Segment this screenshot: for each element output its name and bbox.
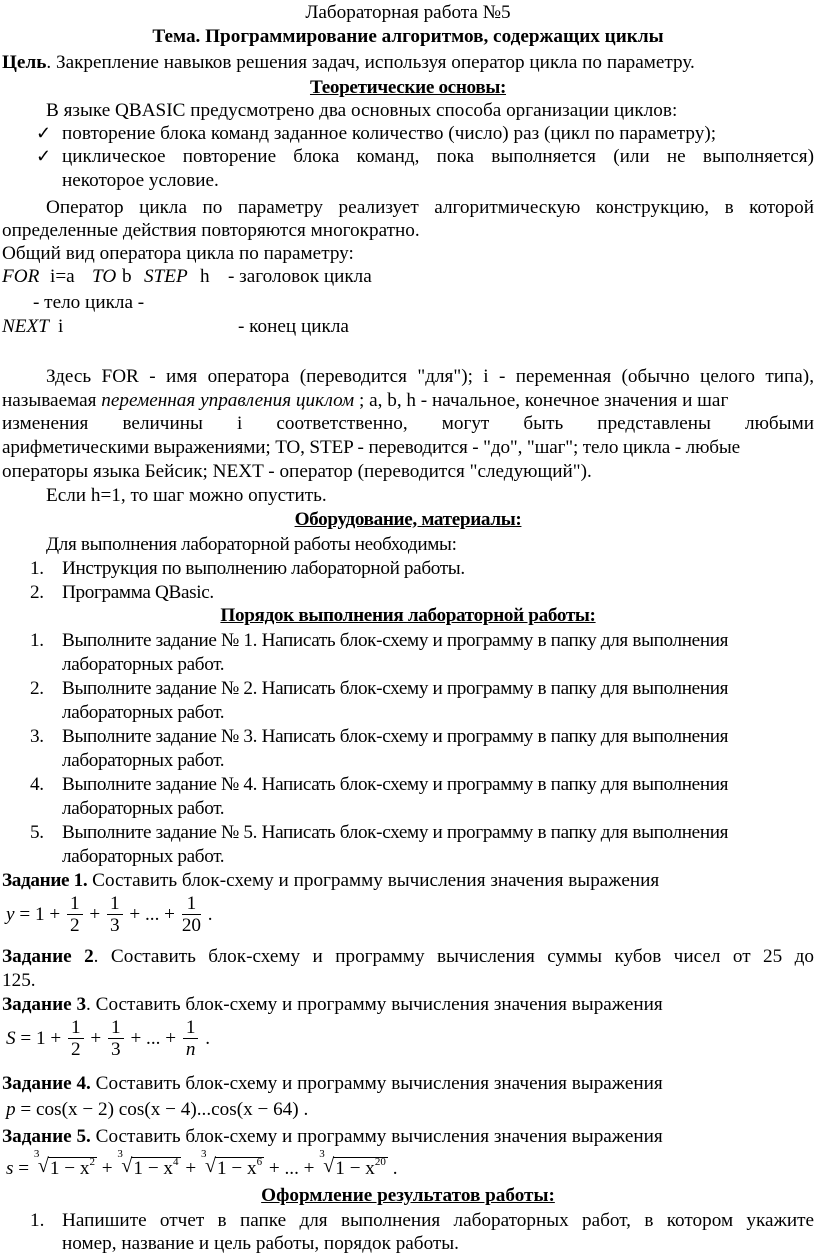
theory-para1-line1: Оператор цикла по параметру реализует алгоритмическую конструкцию, в которой <box>46 197 814 218</box>
formula-op: = 1 + <box>19 903 61 925</box>
formula-var: S <box>6 1027 16 1049</box>
task-text: Составить блок-схему и программу вычисления значения выражения <box>90 1126 663 1147</box>
code-next-var: i <box>58 316 64 337</box>
procedure-item-2-cont: лабораторных работ. <box>62 702 225 723</box>
task-label: Задание 3 <box>2 994 87 1015</box>
exponent: 4 <box>173 1156 179 1168</box>
para2-text-a: называемая <box>2 390 102 411</box>
para2-italic-term: переменная управления циклом <box>101 390 355 411</box>
para2-text-b: ; a, b, h - начальное, конечное значения и шаг <box>354 390 729 411</box>
general-form-label: Общий вид оператора цикла по параметру: <box>2 243 354 264</box>
formula-end: . <box>205 1027 211 1049</box>
list-number: 2. <box>30 582 44 603</box>
formula-op: + <box>89 903 101 925</box>
fraction <box>68 1018 84 1061</box>
task-1 <box>2 870 816 892</box>
results-item-1-cont: номер, название и цель работы, порядок работы. <box>62 1233 459 1254</box>
procedure-item-text: Выполните задание № 1. Написать блок-схему и программу в папку для выполнения <box>62 630 729 651</box>
formula-5 <box>6 1148 398 1180</box>
bullet-text: циклическое повторение блока команд, пока выполняется (или не выполняется) <box>62 146 814 167</box>
numerator: 1 <box>183 1018 199 1039</box>
task-label: Задание 5. <box>2 1126 91 1147</box>
equipment-heading: Оборудование, материалы: <box>294 509 522 530</box>
list-number: 1. <box>30 630 44 651</box>
radicand-text: 1 − x <box>49 1158 90 1179</box>
fraction <box>108 1018 124 1061</box>
code-for-var: i=a <box>50 266 75 287</box>
formula-1 <box>6 894 213 937</box>
radicand <box>215 1157 264 1179</box>
fraction <box>107 894 123 937</box>
task-label: Задание 4. <box>2 1073 91 1094</box>
cube-root <box>33 1148 97 1180</box>
root-index: 3 <box>200 1148 207 1160</box>
procedure-item-text: Выполните задание № 5. Написать блок-схему и программу в папку для выполнения <box>62 822 729 843</box>
procedure-item-text: Выполните задание № 4. Написать блок-схему и программу в папку для выполнения <box>62 774 729 795</box>
code-next-keyword: NEXT <box>2 316 49 337</box>
goal-label: Цель <box>2 52 47 73</box>
procedure-item-text: Выполните задание № 3. Написать блок-схему и программу в папку для выполнения <box>62 726 729 747</box>
list-number: 1. <box>30 1210 45 1231</box>
formula-op: + ... + <box>268 1158 315 1179</box>
radical-sign: √ <box>121 1155 133 1177</box>
denominator: 3 <box>111 1039 121 1060</box>
numerator: 1 <box>68 1018 84 1039</box>
formula-var: y <box>6 903 15 925</box>
results-heading: Оформление результатов работы: <box>261 1185 555 1206</box>
code-to-keyword: TO <box>92 266 117 287</box>
code-for-keyword: FOR <box>2 266 40 287</box>
procedure-item-5-cont: лабораторных работ. <box>62 846 225 867</box>
theory-note: Если h=1, то шаг можно опустить. <box>46 485 327 506</box>
denominator: 2 <box>69 915 80 936</box>
denominator: 3 <box>109 915 120 936</box>
numerator: 1 <box>108 1018 124 1039</box>
task-2-cont: 125. <box>2 970 36 991</box>
exponent: 6 <box>256 1156 263 1168</box>
fraction <box>183 1018 199 1061</box>
equipment-intro: Для выполнения лабораторной работы необходимы: <box>46 534 457 555</box>
goal-line <box>2 52 816 74</box>
check-icon: ✓ <box>36 123 52 143</box>
code-step-value: h <box>200 266 210 287</box>
procedure-item-text: Выполните задание № 2. Написать блок-схему и программу в папку для выполнения <box>62 678 729 699</box>
list-number: 3. <box>30 726 44 747</box>
radicand-text: 1 − x <box>216 1158 257 1179</box>
task-5 <box>2 1126 816 1148</box>
task-4 <box>2 1073 816 1095</box>
formula-op: + <box>185 1158 197 1179</box>
formula-op: + ... + <box>130 1027 177 1049</box>
denominator: 20 <box>181 915 201 936</box>
formula-end: . <box>392 1158 398 1179</box>
goal-text: . Закрепление навыков решения задач, используя оператор цикла по параметру. <box>46 52 695 73</box>
bullet-text: повторение блока команд заданное количество (число) раз (цикл по параметру); <box>62 123 717 144</box>
radicand-text: 1 − x <box>133 1158 174 1179</box>
code-to-value: b <box>122 266 132 287</box>
cube-root <box>319 1148 388 1180</box>
theory-heading: Теоретические основы: <box>309 77 507 98</box>
code-end-comment: - конец цикла <box>238 316 349 337</box>
list-number: 4. <box>30 774 44 795</box>
formula-expression: = cos(x − 2) cos(x − 4)...cos(x − 64) . <box>20 1099 309 1120</box>
formula-op: = 1 + <box>20 1027 62 1049</box>
theory-para2-line4: арифметическими выражениями; TO, STEP - переводится - "до", "шаг"; тело цикла - любые <box>2 437 740 458</box>
radicand-text: 1 − x <box>335 1158 375 1179</box>
radical-sign: √ <box>204 1155 216 1177</box>
denominator: 2 <box>71 1039 81 1060</box>
numerator: 1 <box>107 894 123 915</box>
theory-para2-line3: изменения величины i соответственно, могут быть представлены любыми <box>2 413 814 434</box>
cube-root <box>200 1148 264 1180</box>
list-number: 1. <box>30 558 44 579</box>
cube-root <box>117 1148 180 1180</box>
formula-end: . <box>207 903 213 925</box>
formula-op: + <box>90 1027 102 1049</box>
theory-para1-line2: определенные действия повторяются многократно. <box>2 220 420 241</box>
theory-para2-line5: операторы языка Бейсик; NEXT - оператор (переводится "следующий"). <box>2 461 592 482</box>
procedure-item-4-cont: лабораторных работ. <box>62 798 225 819</box>
root-index: 3 <box>117 1148 123 1160</box>
procedure-heading: Порядок выполнения лабораторной работы: <box>220 605 596 626</box>
procedure-item-3-cont: лабораторных работ. <box>62 750 225 771</box>
check-icon: ✓ <box>36 146 52 166</box>
formula-4 <box>6 1099 308 1121</box>
theory-para2-line2 <box>2 390 814 412</box>
theory-intro: В языке QBASIC предусмотрено два основных способа организации циклов: <box>46 100 678 121</box>
formula-3 <box>6 1018 210 1061</box>
root-index: 3 <box>33 1148 40 1160</box>
fraction <box>67 894 83 937</box>
radicand <box>131 1157 180 1179</box>
denominator: n <box>185 1039 196 1060</box>
radical-sign: √ <box>323 1155 335 1177</box>
numerator: 1 <box>67 894 83 915</box>
list-number: 5. <box>30 822 44 843</box>
task-label: Задание 1. <box>2 870 88 891</box>
exponent: 2 <box>89 1156 95 1168</box>
formula-op: + <box>101 1158 113 1179</box>
formula-op: = <box>18 1158 30 1179</box>
procedure-item-1-cont: лабораторных работ. <box>62 654 225 675</box>
equipment-item-text: Инструкция по выполнению лабораторной работы. <box>62 558 465 579</box>
task-text: . Составить блок-схему и программу вычисления значения выражения <box>86 994 663 1015</box>
bullet-2-continuation: некоторое условие. <box>62 170 219 191</box>
code-body-line: - тело цикла - <box>33 292 145 313</box>
list-number: 2. <box>30 678 44 699</box>
fraction <box>182 894 201 937</box>
document-title: Лабораторная работа №5 <box>305 2 511 23</box>
formula-op: + ... + <box>129 903 176 925</box>
root-index: 3 <box>319 1148 325 1160</box>
task-text: . Составить блок-схему и программу вычисления суммы кубов чисел от 25 до <box>93 946 814 967</box>
formula-var: p <box>6 1099 16 1120</box>
topic-heading: Тема. Программирование алгоритмов, содержащих циклы <box>152 26 664 47</box>
theory-para2-line1: Здесь FOR - имя оператора (переводится "для"); i - переменная (обычно целого типа), <box>46 366 814 387</box>
task-3 <box>2 994 816 1016</box>
equipment-item-text: Программа QBasic. <box>62 582 214 603</box>
task-text: Составить блок-схему и программу вычисления значения выражения <box>87 870 660 891</box>
task-text: Составить блок-схему и программу вычисления значения выражения <box>90 1073 663 1094</box>
task-label: Задание 2 <box>2 946 94 967</box>
radicand <box>333 1157 388 1179</box>
radical-sign: √ <box>37 1155 49 1177</box>
radicand <box>48 1157 97 1179</box>
code-header-comment: - заголовок цикла <box>228 266 372 287</box>
numerator: 1 <box>182 894 201 915</box>
formula-var: s <box>6 1158 14 1179</box>
code-step-keyword: STEP <box>144 266 188 287</box>
task-2 <box>2 946 814 968</box>
results-item-text: Напишите отчет в папке для выполнения лабораторных работ, в котором укажите <box>62 1210 814 1231</box>
exponent: 20 <box>374 1156 386 1168</box>
